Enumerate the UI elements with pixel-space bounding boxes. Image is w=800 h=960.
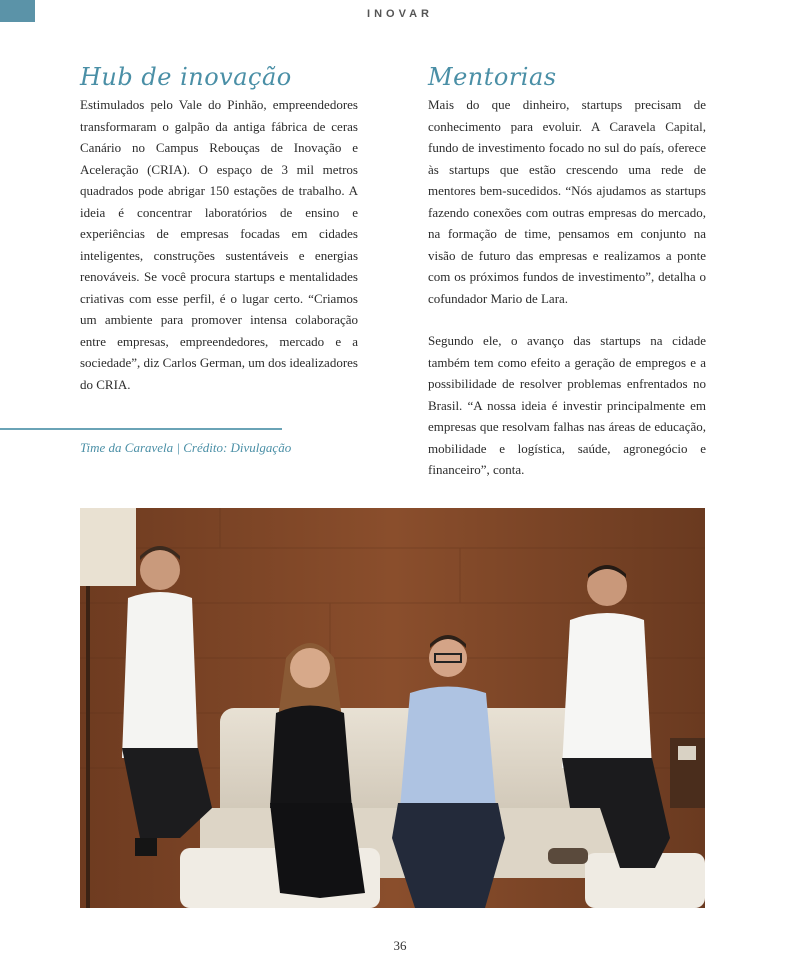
right-column bbox=[428, 62, 706, 481]
lamp-shade bbox=[80, 508, 136, 586]
caption-divider bbox=[0, 428, 282, 430]
photo-caption: Time da Caravela | Crédito: Divulgação bbox=[80, 440, 292, 455]
hub-paragraph: Estimulados pelo Vale do Pinhão, empreendedores transformaram o galpão da antiga fábrica de ceras Canário no Campus Rebouças de Inovação e Aceleração (CRIA). O espaço de 3 mil metros quadrados pode abrigar 150 estações de trabalho. A ideia é concentrar laboratórios de ensino e experiências de empresas focadas em cidades inteligentes, construções sustentáveis e energias renováveis. Se você procura startups e mentalidades criativas com esse perfil, é o lugar certo. “Criamos um ambiente para promover intensa colaboração entre empresas, empreendedores, mercado e a sociedade”, diz Carlos German, um dos idealizadores do CRIA. bbox=[80, 97, 358, 392]
left-column bbox=[80, 62, 358, 395]
page-number: 36 bbox=[393, 938, 407, 953]
section-tag: INOVAR bbox=[367, 8, 433, 20]
mentorias-paragraph-1: Mais do que dinheiro, startups precisam de conhecimento para evoluir. A Caravela Capital, fundo de investimento focado no sul do país, oferece às startups que estão crescendo uma rede de mentores bem-sucedidos. “Nós ajudamos as startups fazendo conexões com outras empresas do mercado, na formação de time, pensamos em conjunto na visão de futuro das empresas e realizamos a ponte com os próximos fundos de investimento”, detalha o cofundador Mario de Lara. bbox=[428, 97, 706, 306]
hub-heading: Hub de inovação bbox=[80, 63, 292, 91]
team-photo bbox=[80, 508, 705, 908]
mentorias-heading: Mentorias bbox=[428, 63, 557, 91]
mentorias-paragraph-2: Segundo ele, o avanço das startups na cidade também tem como efeito a geração de empregos e a possibilidade de resolver problemas enfrentados no Brasil. “A nossa ideia é investir principalmente em empresas que resolvam falhas nas áreas de educação, mobilidade e logística, saúde, agronegócio e financeiro”, conta. bbox=[428, 333, 706, 477]
